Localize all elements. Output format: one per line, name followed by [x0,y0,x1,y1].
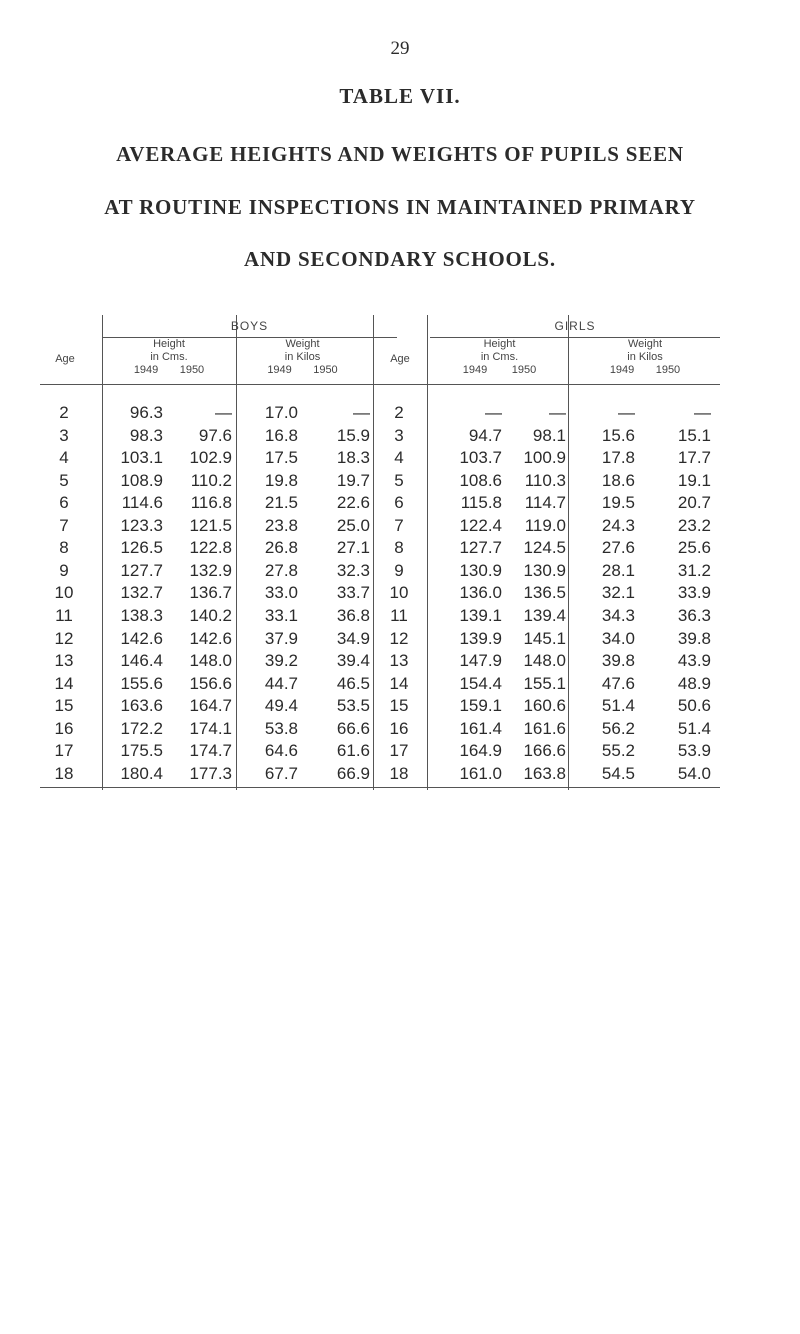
boys-weight-1950-cell: 25.0 [336,515,370,535]
girls-age-cell: 3 [394,425,404,445]
boys-weight-1949-cell: 53.8 [264,718,298,738]
boys-height-1950-cell: 174.1 [189,718,232,738]
heights-weights-table [40,315,760,795]
girls-weight-1950-cell: 20.7 [677,493,711,513]
girls-height-1949-cell: 159.1 [459,696,502,716]
girls-weight-1949-cell: 17.8 [601,448,635,468]
boys-height-1950: 1950 [179,364,205,376]
girls-height-label: Height [483,338,516,350]
boys-weight-1950-cell: 66.6 [336,718,370,738]
boys-age-cell: 13 [54,651,74,671]
boys-height-1950-cell: 110.2 [190,470,232,490]
table-title-line-2: AT ROUTINE INSPECTIONS IN MAINTAINED PRIMARY [104,195,696,219]
boys-age-cell: 8 [59,538,69,558]
boys-group-heading: BOYS [230,319,269,333]
girls-age-cell: 6 [394,493,404,513]
column-rule-girls-height [427,315,428,790]
boys-weight-1950-cell: 34.9 [336,628,370,648]
girls-group-heading: GIRLS [554,319,596,333]
boys-weight-1949-cell: 67.7 [264,763,298,783]
girls-weight-1950-cell: — [694,403,711,422]
girls-weight-1950-cell: 25.6 [677,538,711,558]
boys-height-1949-cell: 142.6 [120,628,163,648]
boys-weight-1950-cell: 15.9 [336,425,370,445]
girls-age-cell: 17 [389,741,409,761]
boys-weight-1949-cell: 39.2 [264,651,298,671]
girls-weight-1950-cell: 43.9 [677,651,711,671]
girls-height-1949-cell: 127.7 [459,538,502,558]
boys-height-unit: in Cms. [150,351,188,363]
girls-age-cell: 10 [389,583,409,603]
girls-weight-1950: 1950 [655,364,681,376]
boys-height-1949-cell: 126.5 [120,538,163,558]
boys-weight-1950-cell: 53.5 [336,696,370,716]
girls-weight-1950-cell: 23.2 [677,515,711,535]
boys-height-1950-cell: 174.7 [189,741,232,761]
boys-weight-1950-cell: 18.3 [336,448,370,468]
girls-age-cell: 2 [394,403,404,422]
girls-age-cell: 7 [394,515,404,535]
girls-weight-1950-cell: 15.1 [677,425,711,445]
page-number: 29 [390,38,410,59]
age-header-boys: Age [55,353,75,365]
girls-age-cell: 4 [394,448,404,468]
boys-weight-1949-cell: 64.6 [264,741,298,761]
boys-height-1950-cell: 97.6 [198,425,232,445]
girls-weight-years [575,364,715,377]
girls-weight-1949-cell: — [618,403,635,422]
girls-height-unit: in Cms. [480,351,519,363]
boys-weight-1950-cell: — [353,403,370,422]
boys-height-1949-cell: 172.2 [120,718,163,738]
boys-weight-label: Weight [285,338,320,350]
girls-weight-1949-cell: 34.3 [601,605,635,625]
boys-weight-1949-cell: 27.8 [264,560,298,580]
boys-weight-1949-cell: 44.7 [264,673,298,693]
girls-weight-1949-cell: 27.6 [601,538,635,558]
boys-height-1950-cell: 140.2 [189,605,232,625]
boys-height-1950-cell: 156.6 [189,673,232,693]
girls-height-1950-cell: 148.0 [523,651,566,671]
girls-weight-1949-cell: 24.3 [601,515,635,535]
girls-weight-1950-cell: 33.9 [677,583,711,603]
boys-weight-1949-cell: 37.9 [264,628,298,648]
boys-height-1949-cell: 123.3 [120,515,163,535]
boys-height-1950-cell: 177.3 [189,763,232,783]
girls-weight-1950-cell: 53.9 [677,741,711,761]
boys-height-label: Height [153,338,185,350]
boys-weight-1950: 1950 [313,364,338,376]
boys-height-1949-cell: 180.4 [120,763,163,783]
boys-age-cell: 14 [54,673,74,693]
boys-height-1950-cell: 142.6 [189,628,232,648]
boys-weight-1950-cell: 39.4 [336,651,370,671]
girls-weight-label: Weight [627,338,663,350]
boys-height-1950-cell: 102.9 [189,448,232,468]
table-title-line-1: AVERAGE HEIGHTS AND WEIGHTS OF PUPILS SEEN [116,142,684,166]
girls-weight-1949-cell: 32.1 [601,583,635,603]
table-title-line-3: AND SECONDARY SCHOOLS. [244,247,556,271]
girls-height-1950-cell: 136.5 [523,583,566,603]
boys-height-1950-cell: 122.8 [189,538,232,558]
girls-weight-1949-cell: 51.4 [601,696,635,716]
girls-weight-1950-cell: 31.2 [677,560,711,580]
girls-height-1949-cell: 94.7 [468,425,502,445]
girls-age-cell: 5 [394,470,404,490]
boys-height-1950-cell: 116.8 [190,493,232,513]
girls-height-1949-cell: 161.4 [459,718,502,738]
boys-age-cell: 12 [54,628,74,648]
boys-height-1949-cell: 108.9 [120,470,163,490]
girls-weight-1949-cell: 39.8 [601,651,635,671]
girls-weight-1949-cell: 34.0 [601,628,635,648]
girls-weight-1950-cell: 39.8 [677,628,711,648]
girls-height-1950-cell: 160.6 [523,696,566,716]
girls-weight-1949-cell: 28.1 [601,560,635,580]
boys-height-1950-cell: 148.0 [189,651,232,671]
girls-weight-1949-cell: 55.2 [601,741,635,761]
boys-weight-1950-cell: 61.6 [336,741,370,761]
boys-weight-1949-cell: 19.8 [264,470,298,490]
boys-height-1950-cell: — [215,403,232,422]
girls-height-1950-cell: 100.9 [523,448,566,468]
girls-height-header [432,338,567,377]
girls-weight-unit: in Kilos [627,351,663,363]
boys-height-1949: 1949 [133,364,159,376]
girls-height-1949-cell: 147.9 [459,651,502,671]
boys-weight-1949-cell: 23.8 [264,515,298,535]
girls-weight-1950-cell: 51.4 [677,718,711,738]
boys-height-1949-cell: 138.3 [120,605,163,625]
boys-height-1949-cell: 155.6 [120,673,163,693]
boys-weight-1950-cell: 22.6 [336,493,370,513]
boys-weight-1949: 1949 [267,364,292,376]
girls-weight-1950-cell: 17.7 [677,448,711,468]
girls-weight-1950-cell: 19.1 [677,470,711,490]
girls-height-1950-cell: 161.6 [523,718,566,738]
girls-age-cell: 13 [389,651,409,671]
boys-height-1950-cell: 136.7 [189,583,232,603]
girls-weight-1949-cell: 18.6 [601,470,635,490]
boys-height-1950-cell: 164.7 [189,696,232,716]
girls-weight-1949-cell: 19.5 [601,493,635,513]
boys-height-1949-cell: 132.7 [120,583,163,603]
girls-height-1950-cell: — [549,403,566,422]
table-number: TABLE VII. [339,84,461,108]
header-bottom-rule [40,384,720,385]
boys-weight-1949-cell: 16.8 [264,425,298,445]
boys-age-cell: 6 [59,493,69,513]
girls-weight-1950-cell: 48.9 [677,673,711,693]
girls-height-1950-cell: 114.7 [524,493,566,513]
girls-age-cell: 12 [389,628,409,648]
boys-weight-1950-cell: 36.8 [336,605,370,625]
boys-age-cell: 15 [54,696,74,716]
girls-weight-header [575,338,715,377]
girls-height-1949-cell: 122.4 [459,515,502,535]
boys-height-years [110,364,228,377]
boys-height-1950-cell: 132.9 [189,560,232,580]
girls-height-1950-cell: 163.8 [523,763,566,783]
girls-age-cell: 14 [389,673,409,693]
girls-height-1950-cell: 139.4 [523,605,566,625]
girls-weight-1949-cell: 15.6 [601,425,635,445]
boys-height-1949-cell: 175.5 [120,741,163,761]
boys-weight-1949-cell: 33.1 [264,605,298,625]
boys-age-cell: 2 [59,403,69,422]
boys-age-cell: 17 [54,741,74,761]
boys-height-1949-cell: 163.6 [120,696,163,716]
girls-height-1949-cell: 139.1 [459,605,502,625]
boys-age-cell: 11 [55,605,73,625]
girls-height-1950-cell: 98.1 [532,425,566,445]
girls-height-1949-cell: 161.0 [459,763,502,783]
boys-age-cell: 16 [54,718,74,738]
girls-height-1950-cell: 155.1 [523,673,566,693]
boys-weight-1950-cell: 33.7 [336,583,370,603]
girls-height-1950-cell: 124.5 [523,538,566,558]
girls-height-1949-cell: 108.6 [459,470,502,490]
boys-weight-1950-cell: 27.1 [336,538,370,558]
boys-weight-years [240,364,365,377]
boys-age-cell: 5 [59,470,69,490]
boys-weight-1949-cell: 17.0 [264,403,298,422]
boys-age-cell: 7 [59,515,69,535]
girls-weight-1950-cell: 54.0 [677,763,711,783]
boys-age-cell: 10 [54,583,74,603]
girls-height-1950-cell: 145.1 [523,628,566,648]
girls-height-1949-cell: 130.9 [459,560,502,580]
girls-weight-1950-cell: 50.6 [677,696,711,716]
boys-age-cell: 9 [59,560,69,580]
girls-weight-1949-cell: 56.2 [601,718,635,738]
boys-weight-1949-cell: 21.5 [264,493,298,513]
girls-weight-1949-cell: 54.5 [601,763,635,783]
boys-height-1949-cell: 98.3 [129,425,163,445]
boys-height-header [110,338,228,377]
girls-age-cell: 18 [389,763,409,783]
boys-age-cell: 18 [54,763,74,783]
girls-height-1950-cell: 110.3 [524,470,566,490]
girls-height-1949-cell: 164.9 [459,741,502,761]
girls-height-1949-cell: 139.9 [459,628,502,648]
boys-weight-1950-cell: 32.3 [336,560,370,580]
girls-height-1950-cell: 166.6 [523,741,566,761]
girls-age-cell: 11 [390,605,408,625]
age-header-girls: Age [390,353,410,365]
boys-age-cell: 3 [59,425,69,445]
girls-height-1949-cell: 136.0 [459,583,502,603]
boys-height-1950-cell: 121.5 [189,515,232,535]
boys-age-cell: 4 [59,448,69,468]
girls-height-1949-cell: 115.8 [460,493,502,513]
boys-height-1949-cell: 127.7 [120,560,163,580]
boys-weight-1949-cell: 33.0 [264,583,298,603]
boys-weight-1949-cell: 26.8 [264,538,298,558]
girls-weight-1949-cell: 47.6 [601,673,635,693]
girls-age-cell: 9 [394,560,404,580]
boys-height-1949-cell: 146.4 [120,651,163,671]
boys-height-1949-cell: 96.3 [129,403,163,422]
girls-weight-1950-cell: 36.3 [677,605,711,625]
girls-height-1950-cell: 119.0 [524,515,566,535]
boys-weight-1950-cell: 46.5 [336,673,370,693]
boys-height-1949-cell: 114.6 [121,493,163,513]
girls-height-1949-cell: 154.4 [459,673,502,693]
girls-age-cell: 15 [389,696,409,716]
boys-weight-unit: in Kilos [284,351,321,363]
boys-weight-header [240,338,365,377]
boys-weight-1950-cell: 19.7 [336,470,370,490]
column-rule-boys-weight [236,315,237,790]
girls-height-1949-cell: 103.7 [459,448,502,468]
boys-weight-1949-cell: 49.4 [264,696,298,716]
girls-weight-1949: 1949 [609,364,635,376]
girls-height-1950-cell: 130.9 [523,560,566,580]
girls-age-cell: 16 [389,718,409,738]
boys-height-1949-cell: 103.1 [120,448,163,468]
girls-height-1950: 1950 [511,364,537,376]
boys-weight-1949-cell: 17.5 [264,448,298,468]
column-rule-girls-weight [568,315,569,790]
girls-height-1949: 1949 [462,364,488,376]
girls-height-1949-cell: — [485,403,502,422]
girls-age-cell: 8 [394,538,404,558]
girls-height-years [432,364,567,377]
boys-weight-1950-cell: 66.9 [336,763,370,783]
table-bottom-rule [40,787,720,788]
